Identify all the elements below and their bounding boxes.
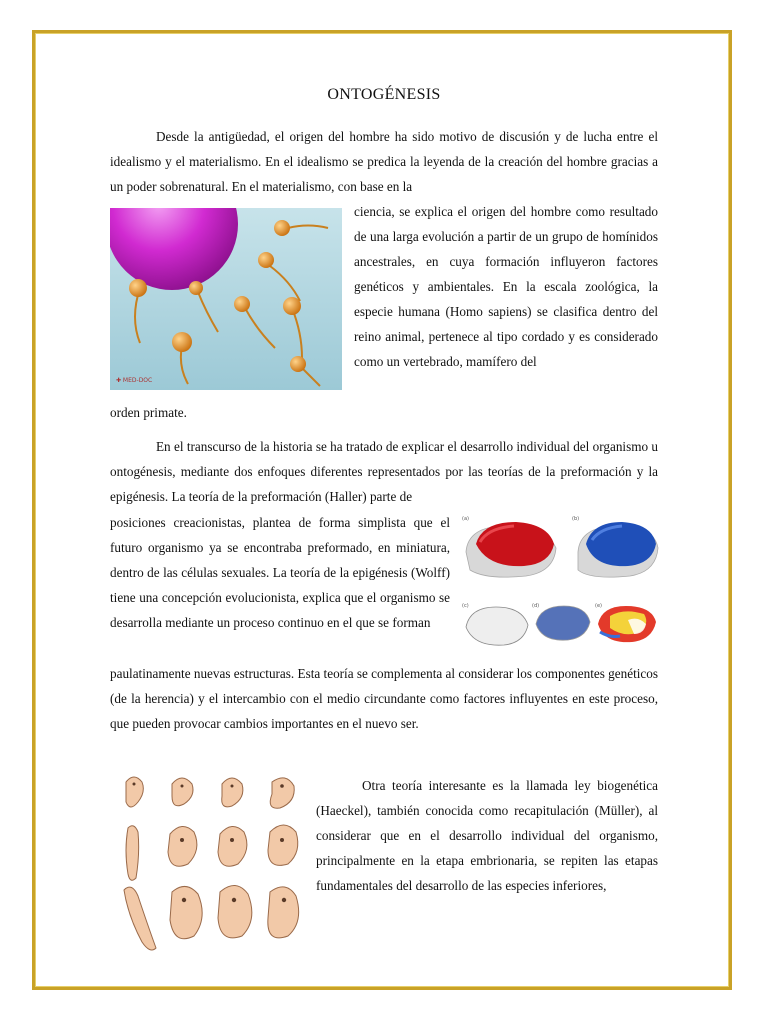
- paragraph-1-side: ciencia, se explica el origen del hombre como resultado de una larga evolución a partir de un grupo de homínidos ancestrales, en cuya formación influyeron factores genéticos y ambientales. En la escala zoológica, la especie humana (Homo sapiens) se clasifica dentro del reino animal, pertenece al tipo cordado y es considerado como un vertebrado, mamífero del: [354, 204, 658, 369]
- embryo-development-image: [110, 764, 304, 956]
- paragraph-1-top: Desde la antigüedad, el origen del hombre ha sido motivo de discusión y de lucha entre el idealismo y el materialismo. En el idealismo se predica la leyenda de la creación del hombre gracias a un poder sobrenatural. En el materialismo, con base en la: [110, 129, 658, 194]
- paragraph-1-end: orden primate.: [110, 405, 187, 420]
- paragraph-2-end: paulatinamente nuevas estructuras. Esta teoría se complementa al considerar los componentes genéticos (de la herencia) y el intercambio con el medio circundante como factores influyentes en este proceso, que pueden provocar cambios importantes en el nuevo ser.: [110, 666, 658, 731]
- brain-reconstruction-image: [460, 512, 660, 654]
- paragraph-2-top: En el transcurso de la historia se ha tratado de explicar el desarrollo individual del organismo u ontogénesis, mediante dos enfoques diferentes representados por las teorías de la preformación y la epigénesis. La teoría de la preformación (Haller) parte de: [110, 439, 658, 504]
- svg-text:(a): (a): [462, 516, 469, 522]
- svg-text:(e): (e): [595, 603, 602, 609]
- svg-text:(c): (c): [462, 603, 469, 609]
- sperm-egg-image: [110, 208, 342, 390]
- paragraph-2-side: posiciones creacionistas, plantea de forma simplista que el futuro organismo ya se encontraba preformado, en miniatura, dentro de las células sexuales. La teoría de la epigénesis (Wolff) tiene una concepción evolucionista, explica que el organismo se desarrolla mediante un proceso continuo en el que se forman: [110, 515, 450, 630]
- paragraph-3-side: Otra teoría interesante es la llamada ley biogenética (Haeckel), también conocida como recapitulación (Müller), al considerar que en el desarrollo individual del organismo, principalmente en la etapa embrionaria, se repiten las etapas fundamentales del desarrollo de las especies inferiores,: [316, 778, 658, 893]
- document-title: ONTOGÉNESIS: [327, 86, 441, 103]
- svg-text:✚ MED-DOC: ✚ MED-DOC: [116, 377, 153, 384]
- svg-text:(b): (b): [572, 516, 580, 522]
- svg-text:(d): (d): [532, 603, 540, 609]
